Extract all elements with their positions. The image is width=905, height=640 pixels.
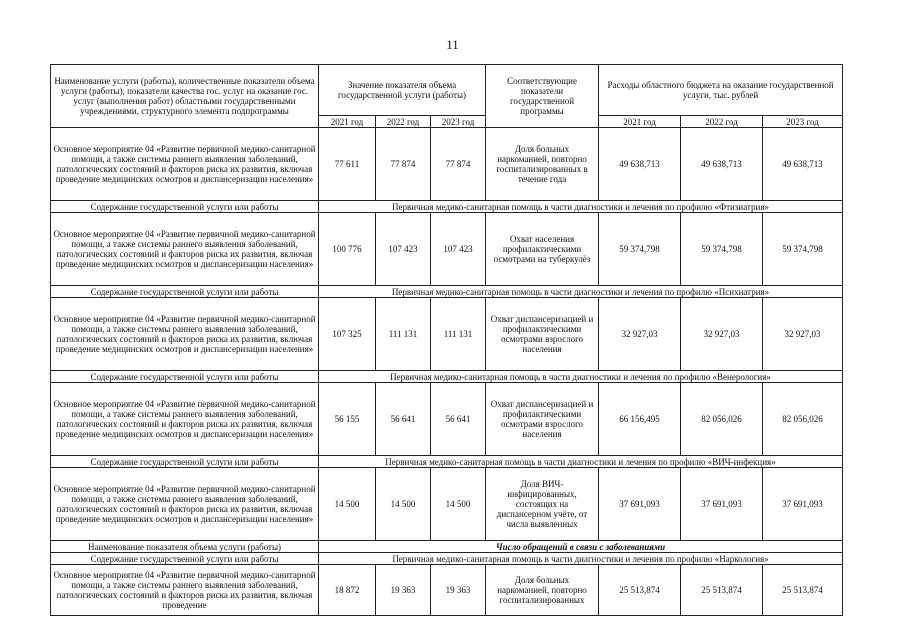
indicator-cell: Доля больных наркоманией, повторно госпитализированных в течение года	[486, 128, 599, 201]
service-name-cell: Основное мероприятие 04 «Развитие первичной медико-санитарной помощи, а также системы раннего выявления заболеваний, патологических состояний и факторов риска их развития, включая проведение медицинских осмотров и диспансеризации населения»	[51, 468, 319, 541]
content-label: Содержание государственной услуги или работы	[51, 553, 319, 565]
expense-value-cell: 59 374,798	[681, 213, 763, 286]
content-row	[51, 371, 843, 383]
expense-value-cell: 49 638,713	[599, 128, 681, 201]
volume-value-cell: 56 641	[431, 383, 486, 456]
volume-value-cell: 56 641	[376, 383, 431, 456]
content-row	[51, 541, 843, 553]
header-volume-year: 2023 год	[431, 116, 486, 128]
budget-table	[50, 64, 843, 616]
volume-value-cell: 14 500	[319, 468, 376, 541]
expense-value-cell: 32 927,03	[599, 298, 681, 371]
expense-value-cell: 32 927,03	[681, 298, 763, 371]
volume-value-cell: 100 776	[319, 213, 376, 286]
service-name-cell: Основное мероприятие 04 «Развитие первичной медико-санитарной помощи, а также системы раннего выявления заболеваний, патологических состояний и факторов риска их развития, включая проведение медицинских осмотров и диспансеризации населения»	[51, 298, 319, 371]
expense-value-cell: 37 691,093	[681, 468, 763, 541]
expense-value-cell: 66 156,495	[599, 383, 681, 456]
volume-value-cell: 18 872	[319, 565, 376, 616]
expense-value-cell: 37 691,093	[599, 468, 681, 541]
volume-value-cell: 14 500	[431, 468, 486, 541]
service-name-cell: Основное мероприятие 04 «Развитие первичной медико-санитарной помощи, а также системы раннего выявления заболеваний, патологических состояний и факторов риска их развития, включая проведение	[51, 565, 319, 616]
volume-value-cell: 14 500	[376, 468, 431, 541]
content-row	[51, 456, 843, 468]
indicator-cell: Доля ВИЧ-инфицированных, состоящих на диспансерном учёте, от числа выявленных	[486, 468, 599, 541]
indicator-cell: Доля больных наркоманией, повторно госпитализированных	[486, 565, 599, 616]
service-name-cell: Основное мероприятие 04 «Развитие первичной медико-санитарной помощи, а также системы раннего выявления заболеваний, патологических состояний и факторов риска их развития, включая проведение медицинских осмотров и диспансеризации населения»	[51, 213, 319, 286]
content-value: Первичная медико-санитарная помощь в части диагностики и лечения по профилю «Психиатрия»	[319, 286, 843, 298]
expense-value-cell: 25 513,874	[681, 565, 763, 616]
header-volume: Значение показателя объема государственной услуги (работы)	[319, 65, 486, 116]
expense-value-cell: 59 374,798	[763, 213, 843, 286]
table-row	[51, 298, 843, 371]
volume-value-cell: 77 874	[431, 128, 486, 201]
table-row	[51, 468, 843, 541]
content-value: Первичная медико-санитарная помощь в части диагностики и лечения по профилю «ВИЧ-инфекция»	[319, 456, 843, 468]
header-expenses: Расходы областного бюджета на оказание государственной услуги, тыс. рублей	[599, 65, 843, 116]
expense-value-cell: 49 638,713	[681, 128, 763, 201]
table-row	[51, 128, 843, 201]
expense-value-cell: 49 638,713	[763, 128, 843, 201]
header-indicator: Соответствующие показатели государственной программы	[486, 65, 599, 128]
service-name-cell: Основное мероприятие 04 «Развитие первичной медико-санитарной помощи, а также системы раннего выявления заболеваний, патологических состояний и факторов риска их развития, включая проведение медицинских осмотров и диспансеризации населения»	[51, 128, 319, 201]
header-expenses-year: 2022 год	[681, 116, 763, 128]
volume-value-cell: 107 423	[376, 213, 431, 286]
content-row	[51, 286, 843, 298]
page-number: 11	[446, 37, 459, 52]
content-label: Содержание государственной услуги или работы	[51, 286, 319, 298]
volume-value-cell: 111 131	[376, 298, 431, 371]
content-value: Первичная медико-санитарная помощь в части диагностики и лечения по профилю «Венерология»	[319, 371, 843, 383]
volume-value-cell: 19 363	[376, 565, 431, 616]
expense-value-cell: 25 513,874	[599, 565, 681, 616]
indicator-cell: Охват диспансеризацией и профилактическими осмотрами взрослого населения	[486, 298, 599, 371]
volume-value-cell: 19 363	[431, 565, 486, 616]
expense-value-cell: 32 927,03	[763, 298, 843, 371]
volume-value-cell: 56 155	[319, 383, 376, 456]
header-volume-year: 2022 год	[376, 116, 431, 128]
expense-value-cell: 37 691,093	[763, 468, 843, 541]
table-row	[51, 213, 843, 286]
indicator-cell: Охват диспансеризацией и профилактическими осмотрами взрослого населения	[486, 383, 599, 456]
header-expenses-year: 2023 год	[763, 116, 843, 128]
expense-value-cell: 25 513,874	[763, 565, 843, 616]
table-row	[51, 383, 843, 456]
volume-value-cell: 111 131	[431, 298, 486, 371]
service-name-cell: Основное мероприятие 04 «Развитие первичной медико-санитарной помощи, а также системы раннего выявления заболеваний, патологических состояний и факторов риска их развития, включая проведение медицинских осмотров и диспансеризации населения»	[51, 383, 319, 456]
header-service: Наименование услуги (работы), количественные показатели объема услуги (работы), показатели качества гос. услуг на оказание гос. услуг (выполнения работ) областными государственными учреждениями, структурного элемента подпрограммы	[51, 65, 319, 128]
content-value: Первичная медико-санитарная помощь в части диагностики и лечения по профилю «Фтизиатрия»	[319, 201, 843, 213]
volume-value-cell: 107 325	[319, 298, 376, 371]
content-label: Содержание государственной услуги или работы	[51, 201, 319, 213]
volume-value-cell: 107 423	[431, 213, 486, 286]
content-row	[51, 201, 843, 213]
header-expenses-year: 2021 год	[599, 116, 681, 128]
header-row	[51, 65, 843, 116]
indicator-cell: Охват населения профилактическими осмотрами на туберкулёз	[486, 213, 599, 286]
content-row	[51, 553, 843, 565]
content-value: Число обращений в связи с заболеваниями	[319, 541, 843, 553]
expense-value-cell: 82 056,026	[763, 383, 843, 456]
expense-value-cell: 59 374,798	[599, 213, 681, 286]
header-volume-year: 2021 год	[319, 116, 376, 128]
volume-value-cell: 77 611	[319, 128, 376, 201]
content-label: Наименование показателя объема услуги (работы)	[51, 541, 319, 553]
content-label: Содержание государственной услуги или работы	[51, 456, 319, 468]
content-value: Первичная медико-санитарная помощь в части диагностики и лечения по профилю «Наркология»	[319, 553, 843, 565]
expense-value-cell: 82 056,026	[681, 383, 763, 456]
content-label: Содержание государственной услуги или работы	[51, 371, 319, 383]
table-row	[51, 565, 843, 616]
volume-value-cell: 77 874	[376, 128, 431, 201]
